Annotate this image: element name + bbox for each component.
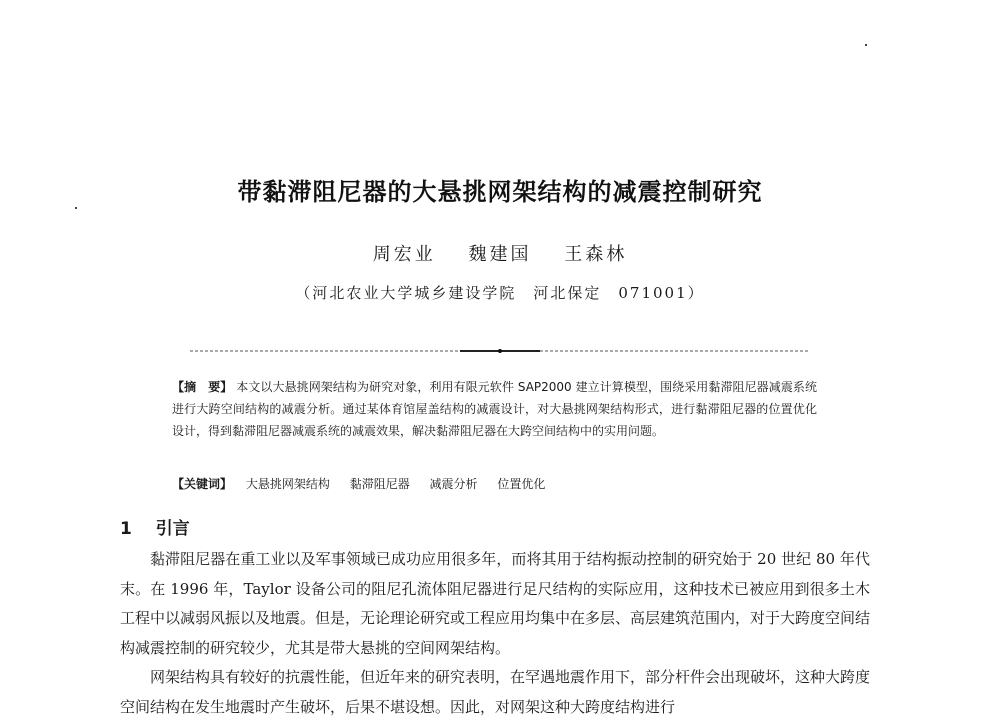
- section-number: 1: [120, 519, 132, 539]
- affiliation: （河北农业大学城乡建设学院 河北保定 071001）: [295, 284, 705, 302]
- paper-title: 带黏滞阻尼器的大悬挑网架结构的减震控制研究: [237, 178, 763, 206]
- keyword-item: 大悬挑网架结构: [245, 477, 330, 491]
- keywords: [172, 475, 817, 492]
- decorative-divider: [190, 349, 810, 353]
- author-list: [0, 240, 1000, 266]
- scan-speck: [865, 44, 867, 46]
- section-heading: [120, 514, 190, 539]
- keyword-item: 减震分析: [429, 477, 478, 491]
- body-paragraph: 黏滞阻尼器在重工业以及军事领域已成功应用很多年，而将其用于结构振动控制的研究始于 20 世纪 80 年代末。在 1996 年，Taylor 设备公司的阻尼孔流体阻尼器进行足尺结构的实际应用，这种技术已被应用到很多土木工程中以减弱风振以及地震。但是，无论理论研究或工程应用均集中在多层、高层建筑范围内，对于大跨度空间结构减震控制的研究较少，尤其是带大悬挑的空间网架结构。: [120, 550, 871, 657]
- body-text: [120, 545, 870, 722]
- abstract: [172, 376, 817, 442]
- section-title: 引言: [155, 519, 190, 539]
- scan-speck: [75, 207, 77, 209]
- divider-diamond-icon: [498, 349, 502, 353]
- body-paragraph: 网架结构具有较好的抗震性能，但近年来的研究表明，在罕遇地震作用下，部分杆件会出现破坏，这种大跨度空间结构在发生地震时产生破坏，后果不堪设想。因此，对网架这种大跨度结构进行: [120, 668, 871, 716]
- keyword-item: 黏滞阻尼器: [349, 477, 410, 491]
- author-name: 王森林: [564, 244, 628, 265]
- keyword-item: 位置优化: [497, 477, 546, 491]
- keywords-label: 【关键词】: [172, 477, 233, 491]
- author-name: 周宏业: [372, 244, 436, 265]
- abstract-text: 本文以大悬挑网架结构为研究对象，利用有限元软件 SAP2000 建立计算模型，围绕采用黏滞阻尼器减震系统进行大跨空间结构的减震分析。通过某体育馆屋盖结构的减震设计，对大悬挑网架结构形式，进行黏滞阻尼器的位置优化设计，得到黏滞阻尼器减震系统的减震效果，解决黏滞阻尼器在大跨空间结构中的实用问题。: [172, 380, 817, 438]
- abstract-label: 【摘 要】: [172, 380, 233, 394]
- author-name: 魏建国: [468, 244, 532, 265]
